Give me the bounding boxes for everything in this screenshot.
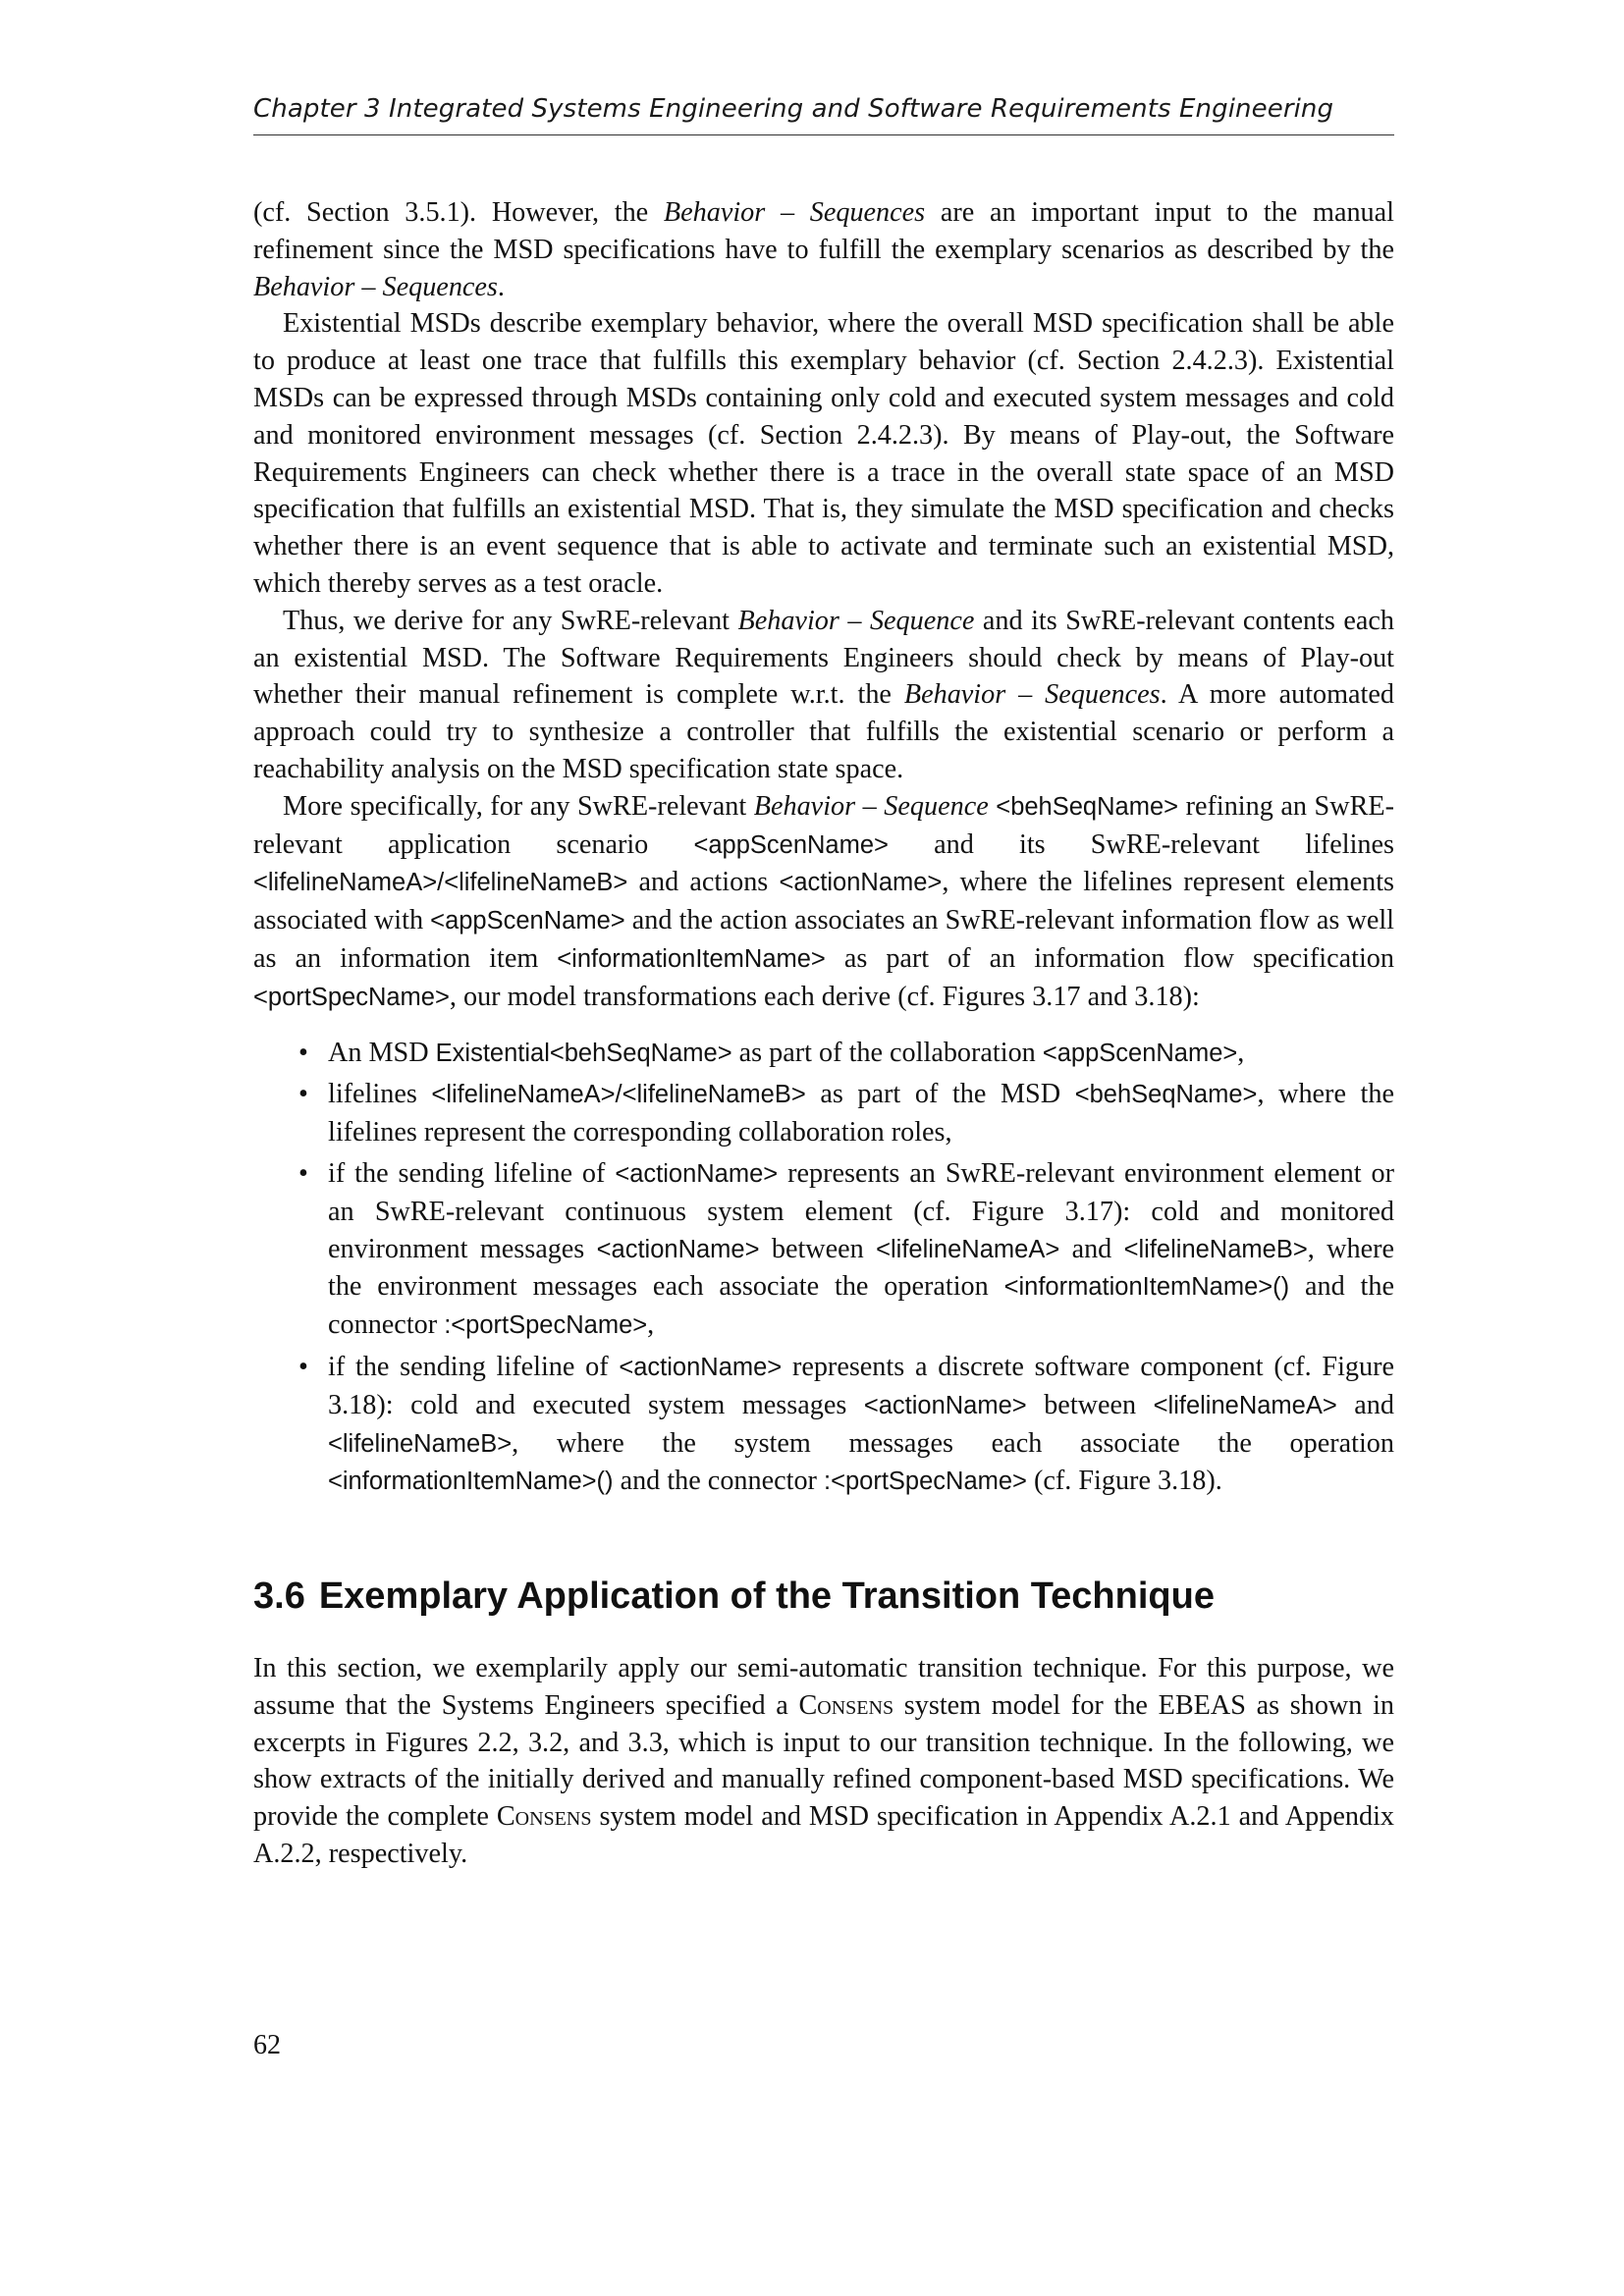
term-behavior-sequences: Behavior – Sequences bbox=[253, 271, 498, 302]
paragraph-4: More specifically, for any SwRE-relevant Behavior – Sequence <behSeqName> refining an SwRE-relevant application scenario <appScenName> and its SwRE-relevant lifelines <lifelineNameA>/<lifelineNameB> and actions <actionName>, where the lifelines represent elements associated with <appScenName> and the action associates an SwRE-relevant information flow as well as an information item <informationItemName> as part of an information flow specification <portSpecName>, our model transformations each derive (cf. Figures 3.17 and 3.18): bbox=[253, 790, 1394, 1012]
consens-name: Consens bbox=[798, 1689, 894, 1721]
term-behavior-sequences: Behavior – Sequences bbox=[663, 197, 926, 228]
running-head: Chapter 3 Integrated Systems Engineering and Software Requirements Engineering bbox=[253, 94, 1334, 124]
page-number: 62 bbox=[253, 2030, 281, 2060]
section-title: Exemplary Application of the Transition Technique bbox=[318, 1575, 1215, 1618]
section-number: 3.6 bbox=[253, 1575, 305, 1618]
section-heading bbox=[253, 1574, 1394, 1619]
paragraph-1: (cf. Section 3.5.1). However, the Behavior – Sequences are an important input to the manual refinement since the MSD specifications have to fulfill the exemplary scenarios as described by the Behavior – Sequences. bbox=[253, 197, 1394, 302]
paragraph-5: In this section, we exemplarily apply our semi-automatic transition technique. For this purpose, we assume that the Systems Engineers specified a Consens system model for the EBEAS as shown in excerpts in Figures 2.2, 3.2, and 3.3, which is input to our transition technique. In the following, we show extracts of the initially derived and manually refined component-based MSD specifications. We provide the complete Consens system model and MSD specification in Appendix A.2.1 and Appendix A.2.2, respectively. bbox=[253, 1653, 1394, 1870]
code-lifeline-names: <lifelineNameA>/<lifelineNameB> bbox=[253, 869, 628, 897]
paragraph-3: Thus, we derive for any SwRE-relevant Behavior – Sequence and its SwRE-relevant contents each an existential MSD. The Software Requirements Engineers should check by means of Play-out whether their manual refinement is complete w.r.t. the Behavior – Sequences. A more automated approach could try to synthesize a controller that fulfills the existential scenario or perform a reachability analysis on the MSD specification state space. bbox=[253, 605, 1394, 784]
list-item: • if the sending lifeline of <actionName> represents an SwRE-relevant environment element or an SwRE-relevant continuous system element (cf. Figure 3.17): cold and monitored environment messages <actionName> between <lifelineNameA> and <lifelineNameB>, where the environment messages each associate the operation <informationItemName>() and the connector :<portSpecName>, bbox=[328, 1155, 1394, 1345]
code-app-scen-name: <appScenName> bbox=[430, 907, 625, 935]
list-item: • lifelines <lifelineNameA>/<lifelineNameB> as part of the MSD <behSeqName>, where the lifelines represent the corresponding collaboration roles, bbox=[328, 1076, 1394, 1151]
term-behavior-sequence: Behavior – Sequence bbox=[753, 790, 989, 822]
code-beh-seq-name: <behSeqName> bbox=[996, 792, 1179, 821]
code-information-item-name: <informationItemName> bbox=[557, 944, 826, 973]
term-behavior-sequence: Behavior – Sequence bbox=[737, 605, 975, 636]
body-text bbox=[253, 194, 1394, 1873]
header-rule bbox=[253, 134, 1394, 135]
list-item: • An MSD Existential<behSeqName> as part of the collaboration <appScenName>, bbox=[328, 1035, 1394, 1073]
paragraph-2: Existential MSDs describe exemplary behavior, where the overall MSD specification shall be able to produce at least one trace that fulfills this exemplary behavior (cf. Section 2.4.2.3). Existential MSDs can be expressed through MSDs containing only cold and executed system messages and cold and monitored environment messages (cf. Section 2.4.2.3). By means of Play-out, the Software Requirements Engineers can check whether there is a trace in the overall state space of an MSD specification that fulfills an existential MSD. That is, they simulate the MSD specification and checks whether there is an event sequence that is able to activate and terminate such an existential MSD, which thereby serves as a test oracle. bbox=[253, 308, 1394, 599]
code-app-scen-name: <appScenName> bbox=[693, 830, 889, 859]
code-port-spec-name: <portSpecName> bbox=[253, 983, 450, 1011]
consens-name: Consens bbox=[496, 1801, 592, 1833]
list-item: • if the sending lifeline of <actionName> represents a discrete software component (cf. Figure 3.18): cold and executed system messages <actionName> between <lifelineNameA> and <lifelineNameB>, where the system messages each associate the operation <informationItemName>() and the connector :<portSpecName> (cf. Figure 3.18). bbox=[328, 1349, 1394, 1501]
term-behavior-sequences: Behavior – Sequences bbox=[903, 679, 1161, 711]
derivation-list bbox=[253, 1035, 1394, 1502]
code-action-name: <actionName> bbox=[779, 869, 943, 897]
